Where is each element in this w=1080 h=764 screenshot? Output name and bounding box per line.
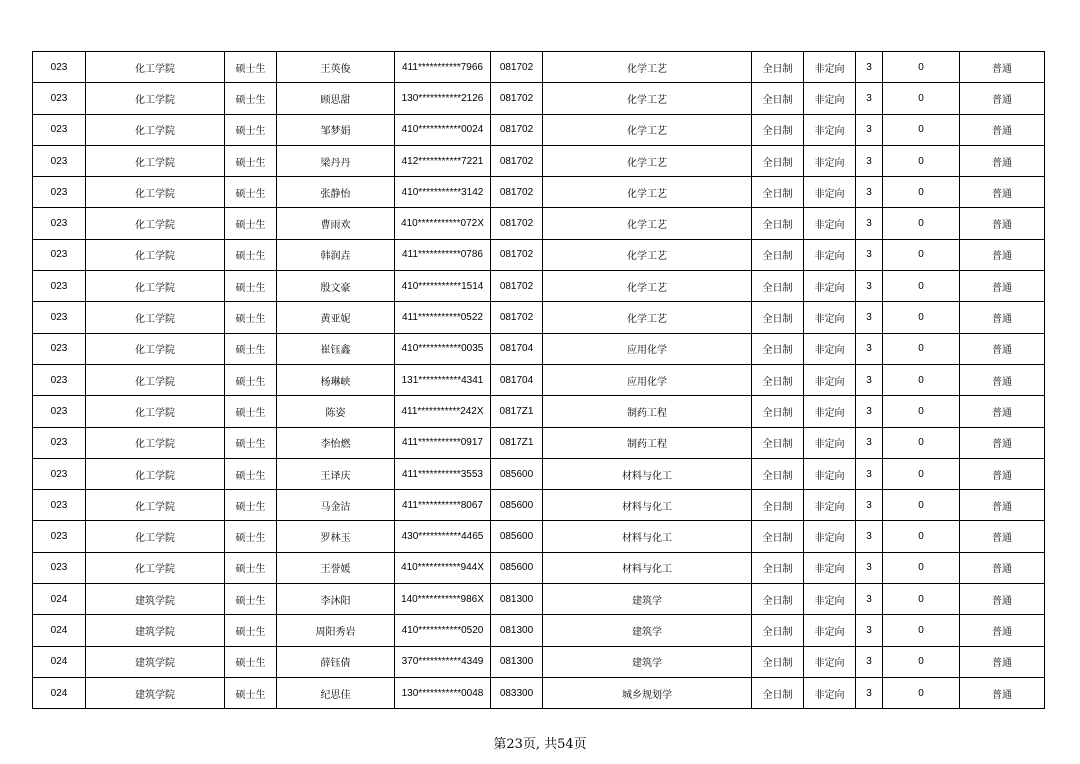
table-row bbox=[33, 364, 1045, 395]
cell-unit-code: 023 bbox=[33, 521, 86, 552]
cell-major-code: 081704 bbox=[491, 333, 543, 364]
cell-degree-type: 硕士生 bbox=[225, 83, 277, 114]
cell-orientation: 非定向 bbox=[804, 584, 856, 615]
cell-duration: 3 bbox=[856, 490, 883, 521]
cell-orientation: 非定向 bbox=[804, 677, 856, 708]
cell-major-code: 085600 bbox=[491, 552, 543, 583]
table-row bbox=[33, 677, 1045, 708]
cell-duration: 3 bbox=[856, 271, 883, 302]
cell-student-name: 李怡燃 bbox=[277, 427, 395, 458]
cell-degree-type: 硕士生 bbox=[225, 145, 277, 176]
cell-category: 普通 bbox=[960, 52, 1045, 83]
cell-category: 普通 bbox=[960, 177, 1045, 208]
cell-orientation: 非定向 bbox=[804, 83, 856, 114]
cell-id-number: 411***********0917 bbox=[395, 427, 491, 458]
cell-major-code: 085600 bbox=[491, 490, 543, 521]
cell-fee: 0 bbox=[883, 333, 960, 364]
cell-unit-code: 023 bbox=[33, 208, 86, 239]
cell-college: 化工学院 bbox=[86, 521, 225, 552]
cell-study-mode: 全日制 bbox=[752, 646, 804, 677]
cell-degree-type: 硕士生 bbox=[225, 114, 277, 145]
cell-major-code: 081702 bbox=[491, 302, 543, 333]
cell-unit-code: 024 bbox=[33, 584, 86, 615]
roster-body bbox=[33, 52, 1045, 709]
cell-duration: 3 bbox=[856, 615, 883, 646]
cell-fee: 0 bbox=[883, 145, 960, 176]
cell-orientation: 非定向 bbox=[804, 646, 856, 677]
cell-unit-code: 023 bbox=[33, 302, 86, 333]
cell-orientation: 非定向 bbox=[804, 364, 856, 395]
cell-id-number: 411***********242X bbox=[395, 396, 491, 427]
cell-unit-code: 024 bbox=[33, 646, 86, 677]
cell-fee: 0 bbox=[883, 677, 960, 708]
cell-duration: 3 bbox=[856, 364, 883, 395]
cell-unit-code: 023 bbox=[33, 177, 86, 208]
student-roster-table bbox=[32, 51, 1045, 709]
cell-student-name: 殷文豪 bbox=[277, 271, 395, 302]
cell-degree-type: 硕士生 bbox=[225, 458, 277, 489]
cell-orientation: 非定向 bbox=[804, 52, 856, 83]
cell-study-mode: 全日制 bbox=[752, 615, 804, 646]
cell-study-mode: 全日制 bbox=[752, 333, 804, 364]
cell-degree-type: 硕士生 bbox=[225, 615, 277, 646]
cell-duration: 3 bbox=[856, 52, 883, 83]
cell-degree-type: 硕士生 bbox=[225, 552, 277, 583]
table-row bbox=[33, 490, 1045, 521]
cell-degree-type: 硕士生 bbox=[225, 271, 277, 302]
cell-degree-type: 硕士生 bbox=[225, 333, 277, 364]
cell-category: 普通 bbox=[960, 239, 1045, 270]
cell-id-number: 131***********4341 bbox=[395, 364, 491, 395]
cell-unit-code: 023 bbox=[33, 490, 86, 521]
cell-duration: 3 bbox=[856, 302, 883, 333]
cell-orientation: 非定向 bbox=[804, 271, 856, 302]
cell-fee: 0 bbox=[883, 427, 960, 458]
cell-major-name: 建筑学 bbox=[543, 615, 752, 646]
cell-duration: 3 bbox=[856, 177, 883, 208]
cell-category: 普通 bbox=[960, 114, 1045, 145]
cell-category: 普通 bbox=[960, 584, 1045, 615]
cell-degree-type: 硕士生 bbox=[225, 177, 277, 208]
cell-orientation: 非定向 bbox=[804, 177, 856, 208]
cell-study-mode: 全日制 bbox=[752, 677, 804, 708]
cell-student-name: 张静怡 bbox=[277, 177, 395, 208]
table-row bbox=[33, 552, 1045, 583]
cell-duration: 3 bbox=[856, 584, 883, 615]
cell-degree-type: 硕士生 bbox=[225, 208, 277, 239]
table-row bbox=[33, 177, 1045, 208]
cell-unit-code: 023 bbox=[33, 427, 86, 458]
cell-fee: 0 bbox=[883, 208, 960, 239]
cell-major-code: 083300 bbox=[491, 677, 543, 708]
cell-fee: 0 bbox=[883, 271, 960, 302]
cell-college: 化工学院 bbox=[86, 239, 225, 270]
cell-duration: 3 bbox=[856, 145, 883, 176]
cell-orientation: 非定向 bbox=[804, 333, 856, 364]
table-row bbox=[33, 52, 1045, 83]
table-row bbox=[33, 302, 1045, 333]
cell-fee: 0 bbox=[883, 615, 960, 646]
cell-study-mode: 全日制 bbox=[752, 427, 804, 458]
cell-college: 化工学院 bbox=[86, 208, 225, 239]
cell-orientation: 非定向 bbox=[804, 302, 856, 333]
cell-major-name: 制药工程 bbox=[543, 427, 752, 458]
cell-degree-type: 硕士生 bbox=[225, 302, 277, 333]
cell-orientation: 非定向 bbox=[804, 458, 856, 489]
cell-major-name: 材料与化工 bbox=[543, 490, 752, 521]
cell-major-code: 081702 bbox=[491, 145, 543, 176]
cell-orientation: 非定向 bbox=[804, 145, 856, 176]
cell-study-mode: 全日制 bbox=[752, 114, 804, 145]
cell-id-number: 430***********4465 bbox=[395, 521, 491, 552]
cell-unit-code: 023 bbox=[33, 52, 86, 83]
cell-duration: 3 bbox=[856, 427, 883, 458]
table-row bbox=[33, 114, 1045, 145]
cell-unit-code: 023 bbox=[33, 458, 86, 489]
cell-study-mode: 全日制 bbox=[752, 584, 804, 615]
cell-fee: 0 bbox=[883, 584, 960, 615]
cell-study-mode: 全日制 bbox=[752, 83, 804, 114]
cell-student-name: 薛钰倩 bbox=[277, 646, 395, 677]
cell-category: 普通 bbox=[960, 677, 1045, 708]
cell-category: 普通 bbox=[960, 615, 1045, 646]
cell-id-number: 410***********3142 bbox=[395, 177, 491, 208]
cell-student-name: 陈姿 bbox=[277, 396, 395, 427]
cell-category: 普通 bbox=[960, 521, 1045, 552]
cell-category: 普通 bbox=[960, 458, 1045, 489]
cell-student-name: 王译庆 bbox=[277, 458, 395, 489]
cell-orientation: 非定向 bbox=[804, 552, 856, 583]
cell-student-name: 李沐阳 bbox=[277, 584, 395, 615]
cell-major-name: 建筑学 bbox=[543, 646, 752, 677]
cell-unit-code: 023 bbox=[33, 364, 86, 395]
cell-college: 建筑学院 bbox=[86, 615, 225, 646]
cell-fee: 0 bbox=[883, 552, 960, 583]
cell-degree-type: 硕士生 bbox=[225, 646, 277, 677]
cell-degree-type: 硕士生 bbox=[225, 239, 277, 270]
cell-orientation: 非定向 bbox=[804, 239, 856, 270]
cell-unit-code: 024 bbox=[33, 677, 86, 708]
cell-category: 普通 bbox=[960, 427, 1045, 458]
cell-college: 化工学院 bbox=[86, 52, 225, 83]
cell-major-code: 0817Z1 bbox=[491, 427, 543, 458]
cell-college: 化工学院 bbox=[86, 490, 225, 521]
cell-college: 化工学院 bbox=[86, 83, 225, 114]
cell-major-code: 085600 bbox=[491, 521, 543, 552]
cell-unit-code: 023 bbox=[33, 145, 86, 176]
cell-id-number: 410***********072X bbox=[395, 208, 491, 239]
cell-study-mode: 全日制 bbox=[752, 208, 804, 239]
cell-degree-type: 硕士生 bbox=[225, 521, 277, 552]
cell-unit-code: 023 bbox=[33, 396, 86, 427]
cell-college: 化工学院 bbox=[86, 458, 225, 489]
cell-major-name: 化学工艺 bbox=[543, 271, 752, 302]
cell-major-code: 0817Z1 bbox=[491, 396, 543, 427]
cell-duration: 3 bbox=[856, 208, 883, 239]
cell-fee: 0 bbox=[883, 646, 960, 677]
cell-duration: 3 bbox=[856, 396, 883, 427]
cell-fee: 0 bbox=[883, 239, 960, 270]
cell-id-number: 411***********3553 bbox=[395, 458, 491, 489]
cell-orientation: 非定向 bbox=[804, 490, 856, 521]
cell-student-name: 曹雨欢 bbox=[277, 208, 395, 239]
cell-college: 建筑学院 bbox=[86, 646, 225, 677]
cell-category: 普通 bbox=[960, 333, 1045, 364]
cell-category: 普通 bbox=[960, 552, 1045, 583]
cell-orientation: 非定向 bbox=[804, 208, 856, 239]
cell-study-mode: 全日制 bbox=[752, 145, 804, 176]
cell-unit-code: 023 bbox=[33, 271, 86, 302]
cell-college: 化工学院 bbox=[86, 302, 225, 333]
cell-college: 化工学院 bbox=[86, 427, 225, 458]
cell-college: 化工学院 bbox=[86, 271, 225, 302]
cell-fee: 0 bbox=[883, 302, 960, 333]
cell-category: 普通 bbox=[960, 145, 1045, 176]
cell-degree-type: 硕士生 bbox=[225, 584, 277, 615]
cell-college: 化工学院 bbox=[86, 114, 225, 145]
cell-student-name: 王英俊 bbox=[277, 52, 395, 83]
cell-major-name: 化学工艺 bbox=[543, 114, 752, 145]
cell-major-name: 化学工艺 bbox=[543, 208, 752, 239]
cell-orientation: 非定向 bbox=[804, 114, 856, 145]
cell-fee: 0 bbox=[883, 114, 960, 145]
cell-fee: 0 bbox=[883, 396, 960, 427]
cell-student-name: 马金洁 bbox=[277, 490, 395, 521]
cell-college: 化工学院 bbox=[86, 177, 225, 208]
cell-id-number: 412***********7221 bbox=[395, 145, 491, 176]
cell-duration: 3 bbox=[856, 646, 883, 677]
cell-major-name: 化学工艺 bbox=[543, 83, 752, 114]
cell-major-code: 081702 bbox=[491, 83, 543, 114]
cell-id-number: 130***********2126 bbox=[395, 83, 491, 114]
cell-fee: 0 bbox=[883, 364, 960, 395]
cell-unit-code: 023 bbox=[33, 333, 86, 364]
cell-id-number: 410***********0520 bbox=[395, 615, 491, 646]
cell-unit-code: 023 bbox=[33, 552, 86, 583]
cell-study-mode: 全日制 bbox=[752, 302, 804, 333]
table-row bbox=[33, 521, 1045, 552]
cell-major-code: 081702 bbox=[491, 239, 543, 270]
table-row bbox=[33, 271, 1045, 302]
cell-student-name: 周阳秀岩 bbox=[277, 615, 395, 646]
cell-study-mode: 全日制 bbox=[752, 552, 804, 583]
cell-degree-type: 硕士生 bbox=[225, 490, 277, 521]
cell-student-name: 邹梦娟 bbox=[277, 114, 395, 145]
cell-study-mode: 全日制 bbox=[752, 271, 804, 302]
cell-student-name: 纪思佳 bbox=[277, 677, 395, 708]
cell-college: 化工学院 bbox=[86, 364, 225, 395]
cell-id-number: 411***********0786 bbox=[395, 239, 491, 270]
cell-student-name: 崔钰鑫 bbox=[277, 333, 395, 364]
cell-major-name: 应用化学 bbox=[543, 333, 752, 364]
cell-major-code: 081702 bbox=[491, 208, 543, 239]
cell-orientation: 非定向 bbox=[804, 521, 856, 552]
cell-degree-type: 硕士生 bbox=[225, 396, 277, 427]
cell-fee: 0 bbox=[883, 83, 960, 114]
cell-study-mode: 全日制 bbox=[752, 364, 804, 395]
cell-major-name: 化学工艺 bbox=[543, 177, 752, 208]
cell-id-number: 411***********0522 bbox=[395, 302, 491, 333]
table-row bbox=[33, 615, 1045, 646]
cell-major-code: 081702 bbox=[491, 271, 543, 302]
cell-college: 化工学院 bbox=[86, 145, 225, 176]
cell-major-code: 085600 bbox=[491, 458, 543, 489]
cell-category: 普通 bbox=[960, 302, 1045, 333]
cell-id-number: 410***********944X bbox=[395, 552, 491, 583]
cell-duration: 3 bbox=[856, 521, 883, 552]
table-row bbox=[33, 396, 1045, 427]
cell-study-mode: 全日制 bbox=[752, 52, 804, 83]
cell-student-name: 黄亚妮 bbox=[277, 302, 395, 333]
cell-major-name: 材料与化工 bbox=[543, 521, 752, 552]
cell-duration: 3 bbox=[856, 83, 883, 114]
cell-degree-type: 硕士生 bbox=[225, 52, 277, 83]
cell-college: 化工学院 bbox=[86, 396, 225, 427]
cell-major-name: 建筑学 bbox=[543, 584, 752, 615]
cell-id-number: 410***********0024 bbox=[395, 114, 491, 145]
cell-duration: 3 bbox=[856, 333, 883, 364]
cell-student-name: 顾思甜 bbox=[277, 83, 395, 114]
cell-unit-code: 023 bbox=[33, 114, 86, 145]
cell-study-mode: 全日制 bbox=[752, 396, 804, 427]
cell-major-code: 081300 bbox=[491, 584, 543, 615]
cell-major-name: 城乡规划学 bbox=[543, 677, 752, 708]
cell-major-code: 081702 bbox=[491, 52, 543, 83]
cell-id-number: 411***********8067 bbox=[395, 490, 491, 521]
cell-id-number: 411***********7966 bbox=[395, 52, 491, 83]
cell-student-name: 梁丹丹 bbox=[277, 145, 395, 176]
cell-unit-code: 024 bbox=[33, 615, 86, 646]
cell-fee: 0 bbox=[883, 458, 960, 489]
cell-category: 普通 bbox=[960, 364, 1045, 395]
page-number: 第23页, 共54页 bbox=[493, 737, 587, 752]
cell-duration: 3 bbox=[856, 677, 883, 708]
cell-major-name: 化学工艺 bbox=[543, 52, 752, 83]
cell-student-name: 罗林玉 bbox=[277, 521, 395, 552]
cell-id-number: 410***********0035 bbox=[395, 333, 491, 364]
cell-student-name: 杨琳峡 bbox=[277, 364, 395, 395]
table-row bbox=[33, 208, 1045, 239]
cell-duration: 3 bbox=[856, 552, 883, 583]
cell-id-number: 140***********986X bbox=[395, 584, 491, 615]
cell-college: 建筑学院 bbox=[86, 677, 225, 708]
cell-fee: 0 bbox=[883, 177, 960, 208]
cell-id-number: 370***********4349 bbox=[395, 646, 491, 677]
cell-orientation: 非定向 bbox=[804, 615, 856, 646]
cell-major-code: 081702 bbox=[491, 177, 543, 208]
cell-major-name: 应用化学 bbox=[543, 364, 752, 395]
cell-fee: 0 bbox=[883, 490, 960, 521]
cell-degree-type: 硕士生 bbox=[225, 364, 277, 395]
cell-study-mode: 全日制 bbox=[752, 177, 804, 208]
cell-major-name: 化学工艺 bbox=[543, 239, 752, 270]
cell-college: 化工学院 bbox=[86, 552, 225, 583]
cell-major-code: 081300 bbox=[491, 615, 543, 646]
cell-study-mode: 全日制 bbox=[752, 458, 804, 489]
cell-major-name: 材料与化工 bbox=[543, 552, 752, 583]
cell-category: 普通 bbox=[960, 490, 1045, 521]
cell-major-name: 化学工艺 bbox=[543, 302, 752, 333]
cell-duration: 3 bbox=[856, 239, 883, 270]
cell-student-name: 韩润垚 bbox=[277, 239, 395, 270]
cell-category: 普通 bbox=[960, 396, 1045, 427]
cell-major-name: 制药工程 bbox=[543, 396, 752, 427]
table-row bbox=[33, 333, 1045, 364]
cell-degree-type: 硕士生 bbox=[225, 677, 277, 708]
cell-study-mode: 全日制 bbox=[752, 490, 804, 521]
cell-category: 普通 bbox=[960, 208, 1045, 239]
cell-id-number: 130***********0048 bbox=[395, 677, 491, 708]
cell-study-mode: 全日制 bbox=[752, 239, 804, 270]
cell-student-name: 王誉媛 bbox=[277, 552, 395, 583]
cell-major-code: 081702 bbox=[491, 114, 543, 145]
cell-fee: 0 bbox=[883, 52, 960, 83]
cell-category: 普通 bbox=[960, 83, 1045, 114]
cell-degree-type: 硕士生 bbox=[225, 427, 277, 458]
table-row bbox=[33, 427, 1045, 458]
cell-college: 化工学院 bbox=[86, 333, 225, 364]
cell-college: 建筑学院 bbox=[86, 584, 225, 615]
cell-id-number: 410***********1514 bbox=[395, 271, 491, 302]
cell-category: 普通 bbox=[960, 271, 1045, 302]
cell-duration: 3 bbox=[856, 114, 883, 145]
cell-major-code: 081704 bbox=[491, 364, 543, 395]
cell-category: 普通 bbox=[960, 646, 1045, 677]
cell-major-name: 材料与化工 bbox=[543, 458, 752, 489]
cell-study-mode: 全日制 bbox=[752, 521, 804, 552]
table-row bbox=[33, 458, 1045, 489]
cell-orientation: 非定向 bbox=[804, 396, 856, 427]
cell-major-name: 化学工艺 bbox=[543, 145, 752, 176]
table-row bbox=[33, 145, 1045, 176]
cell-unit-code: 023 bbox=[33, 83, 86, 114]
cell-unit-code: 023 bbox=[33, 239, 86, 270]
cell-fee: 0 bbox=[883, 521, 960, 552]
cell-major-code: 081300 bbox=[491, 646, 543, 677]
table-row bbox=[33, 584, 1045, 615]
table-row bbox=[33, 83, 1045, 114]
cell-duration: 3 bbox=[856, 458, 883, 489]
cell-orientation: 非定向 bbox=[804, 427, 856, 458]
table-row bbox=[33, 646, 1045, 677]
table-row bbox=[33, 239, 1045, 270]
